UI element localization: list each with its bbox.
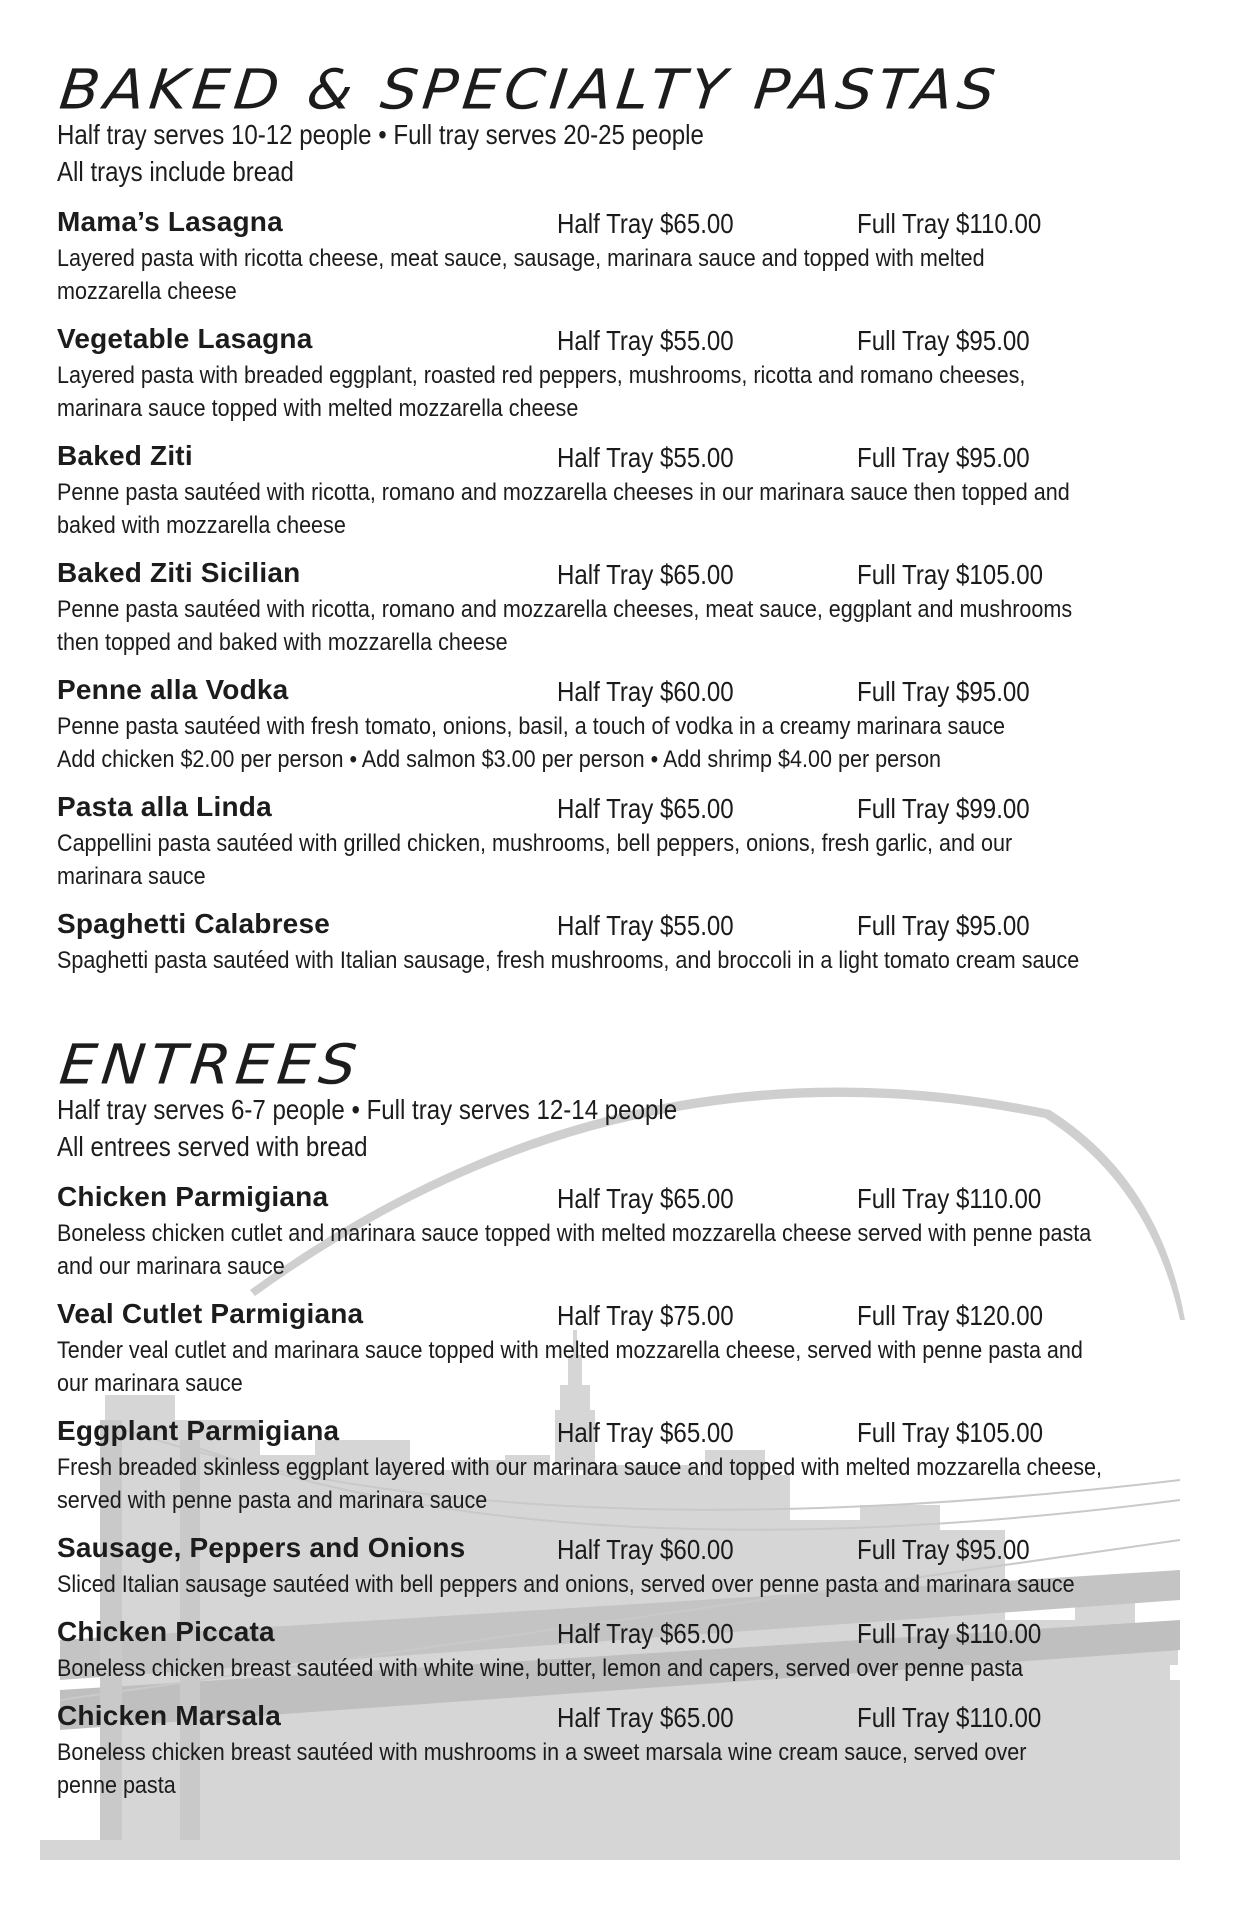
- full-tray-price: Full Tray $95.00: [857, 910, 1030, 941]
- section-title-pastas: BAKED & SPECIALTY PASTAS: [56, 57, 1004, 122]
- full-tray-price: Full Tray $110.00: [857, 1618, 1042, 1649]
- item-name: Baked Ziti: [57, 440, 193, 471]
- menu-item: [57, 557, 1197, 659]
- half-tray-price: Half Tray $55.00: [557, 325, 734, 356]
- section-title-entrees: ENTREES: [56, 1032, 365, 1097]
- menu-page: [57, 0, 1197, 1817]
- menu-item: [57, 440, 1197, 542]
- item-name: Spaghetti Calabrese: [57, 908, 330, 939]
- item-description: Layered pasta with breaded eggplant, roasted red peppers, mushrooms, ricotta and romano cheeses, marinara sauce topped with melted mozzarella cheese: [57, 362, 1026, 422]
- full-tray-price: Full Tray $105.00: [857, 1417, 1044, 1448]
- item-description: Fresh breaded skinless eggplant layered with our marinara sauce and topped with melted mozzarella cheese, served with penne pasta and marinara sauce: [57, 1454, 1103, 1514]
- half-tray-price: Half Tray $65.00: [557, 1417, 734, 1448]
- half-tray-price: Half Tray $60.00: [557, 676, 734, 707]
- half-tray-price: Half Tray $65.00: [557, 208, 734, 239]
- item-name: Eggplant Parmigiana: [57, 1415, 340, 1446]
- serving-note-pastas: Half tray serves 10-12 people • Full tray serves 20-25 people: [57, 119, 704, 150]
- item-description: Boneless chicken cutlet and marinara sauce topped with melted mozzarella cheese served with penne pasta and our marinara sauce: [57, 1220, 1092, 1280]
- menu-item: [57, 1415, 1197, 1517]
- entree-list: [57, 1181, 1197, 1802]
- item-name: Veal Cutlet Parmigiana: [57, 1298, 364, 1329]
- half-tray-price: Half Tray $65.00: [557, 1702, 734, 1733]
- full-tray-price: Full Tray $95.00: [857, 1534, 1030, 1565]
- half-tray-price: Half Tray $65.00: [557, 559, 734, 590]
- item-name: Chicken Parmigiana: [57, 1181, 329, 1212]
- half-tray-price: Half Tray $65.00: [557, 793, 734, 824]
- item-description: Penne pasta sautéed with ricotta, romano and mozzarella cheeses in our marinara sauce then topped and baked with mozzarella cheese: [57, 479, 1070, 539]
- item-description: Penne pasta sautéed with ricotta, romano and mozzarella cheeses, meat sauce, eggplant and mushrooms then topped and baked with mozzarella cheese: [57, 596, 1073, 656]
- bread-note-entrees: All entrees served with bread: [57, 1131, 368, 1162]
- full-tray-price: Full Tray $95.00: [857, 676, 1030, 707]
- full-tray-price: Full Tray $120.00: [857, 1300, 1044, 1331]
- full-tray-price: Full Tray $110.00: [857, 1183, 1042, 1214]
- menu-item: [57, 908, 1197, 977]
- half-tray-price: Half Tray $65.00: [557, 1183, 734, 1214]
- item-description: Spaghetti pasta sautéed with Italian sausage, fresh mushrooms, and broccoli in a light tomato cream sauce: [57, 947, 1080, 974]
- full-tray-price: Full Tray $99.00: [857, 793, 1030, 824]
- full-tray-price: Full Tray $105.00: [857, 559, 1044, 590]
- full-tray-price: Full Tray $110.00: [857, 1702, 1042, 1733]
- item-name: Penne alla Vodka: [57, 674, 289, 705]
- full-tray-price: Full Tray $95.00: [857, 442, 1030, 473]
- serving-note-entrees: Half tray serves 6-7 people • Full tray serves 12-14 people: [57, 1094, 678, 1125]
- item-name: Chicken Piccata: [57, 1616, 275, 1647]
- half-tray-price: Half Tray $65.00: [557, 1618, 734, 1649]
- item-description: Cappellini pasta sautéed with grilled chicken, mushrooms, bell peppers, onions, fresh garlic, and our marinara sauce: [57, 830, 1013, 890]
- item-name: Sausage, Peppers and Onions: [57, 1532, 466, 1563]
- full-tray-price: Full Tray $95.00: [857, 325, 1030, 356]
- half-tray-price: Half Tray $55.00: [557, 442, 734, 473]
- menu-item: [57, 1181, 1197, 1283]
- item-description: Tender veal cutlet and marinara sauce topped with melted mozzarella cheese, served with penne pasta and our marinara sauce: [57, 1337, 1083, 1397]
- menu-item: [57, 1532, 1197, 1601]
- half-tray-price: Half Tray $75.00: [557, 1300, 734, 1331]
- item-description: Layered pasta with ricotta cheese, meat sauce, sausage, marinara sauce and topped with melted mozzarella cheese: [57, 245, 985, 305]
- item-description: Sliced Italian sausage sautéed with bell peppers and onions, served over penne pasta and marinara sauce: [57, 1571, 1075, 1598]
- menu-item: [57, 323, 1197, 425]
- item-description: Boneless chicken breast sautéed with mushrooms in a sweet marsala wine cream sauce, served over penne pasta: [57, 1739, 1027, 1799]
- item-name: Mama’s Lasagna: [57, 206, 283, 237]
- item-description: Boneless chicken breast sautéed with white wine, butter, lemon and capers, served over penne pasta: [57, 1655, 1023, 1682]
- pasta-list: [57, 206, 1197, 977]
- item-name: Baked Ziti Sicilian: [57, 557, 301, 588]
- half-tray-price: Half Tray $55.00: [557, 910, 734, 941]
- item-description: Penne pasta sautéed with fresh tomato, onions, basil, a touch of vodka in a creamy marinara sauce Add chicken $2.00 per person • Add salmon $3.00 per person • Add shrimp $4.00 per person: [57, 713, 1005, 773]
- menu-item: [57, 791, 1197, 893]
- half-tray-price: Half Tray $60.00: [557, 1534, 734, 1565]
- item-name: Pasta alla Linda: [57, 791, 272, 822]
- bread-note-pastas: All trays include bread: [57, 156, 294, 187]
- menu-item: [57, 674, 1197, 776]
- menu-item: [57, 1298, 1197, 1400]
- item-name: Chicken Marsala: [57, 1700, 281, 1731]
- menu-item: [57, 206, 1197, 308]
- item-name: Vegetable Lasagna: [57, 323, 313, 354]
- menu-item: [57, 1616, 1197, 1685]
- menu-item: [57, 1700, 1197, 1802]
- full-tray-price: Full Tray $110.00: [857, 208, 1042, 239]
